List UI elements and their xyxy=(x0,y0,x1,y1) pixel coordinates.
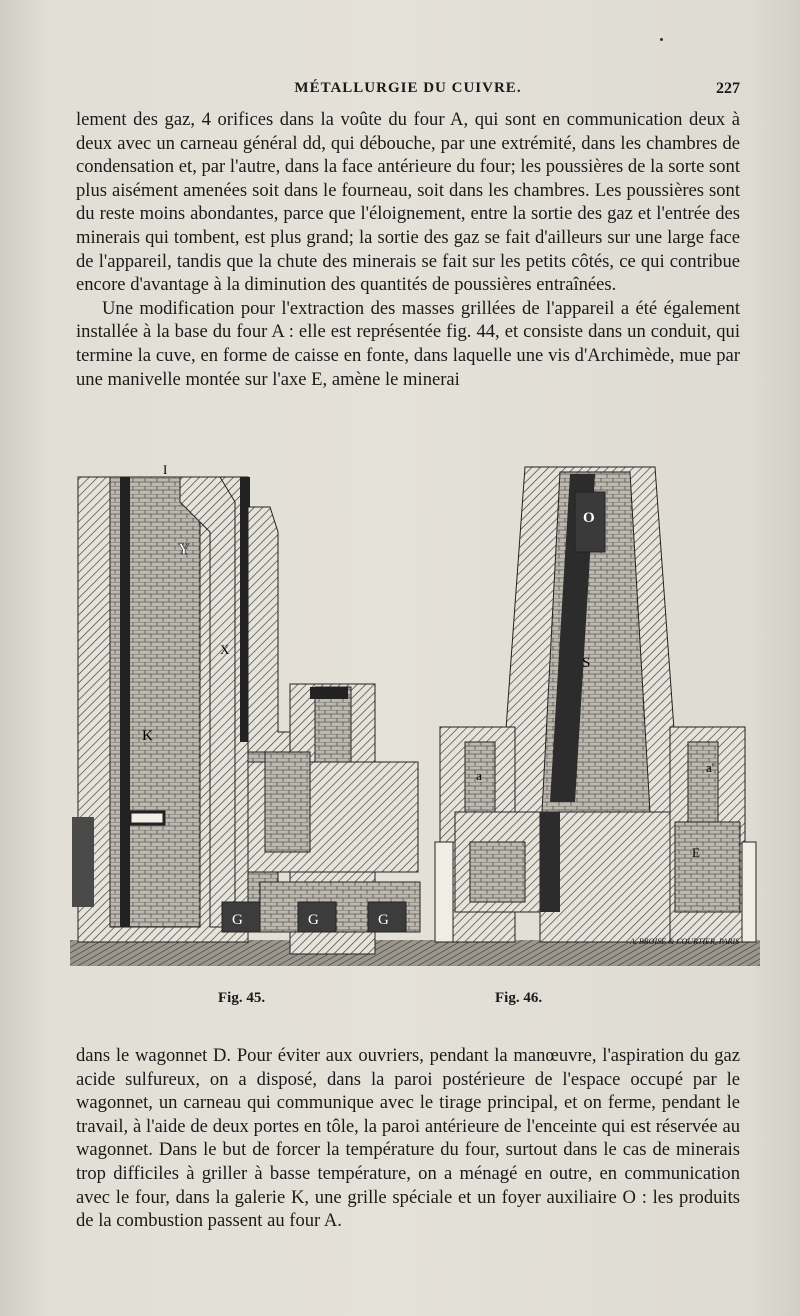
fig45-label-X: X xyxy=(220,642,230,657)
figure-caption-45: Fig. 45. xyxy=(218,990,266,1006)
fig-46-drawing xyxy=(435,467,756,942)
page-header xyxy=(76,80,740,106)
fig-45-drawing xyxy=(72,477,420,954)
fig45-label-K: K xyxy=(142,728,153,744)
fig45-label-I: I xyxy=(163,462,168,477)
fig46-label-E: E xyxy=(692,845,700,860)
fig45-label-G: G xyxy=(308,912,319,928)
body-text-bottom xyxy=(76,1044,740,1233)
page-number: 227 xyxy=(716,80,740,97)
body-text-top xyxy=(76,108,740,391)
paragraph: Une modification pour l'extraction des masses grillées de l'appareil a été également installée à la base du four A : elle est représentée fig. 44, et consiste dans un conduit, qui termine la cuve, en forme de caisse en fonte, dans laquelle une vis d'Archimède, mue par une manivelle montée sur l'axe E, amène le minerai xyxy=(76,297,740,390)
fig45-label-G: G xyxy=(232,912,243,928)
print-speck xyxy=(660,38,663,41)
fig45-label-G: G xyxy=(378,912,389,928)
fig46-label-a-prime: a' xyxy=(706,760,715,775)
running-title: MÉTALLURGIE DU CUIVRE. xyxy=(294,80,522,96)
fig46-label-O: O xyxy=(583,510,595,526)
engraver-credit: A. BROISE & COURTIER, PARIS xyxy=(630,937,740,946)
fig45-label-Y: Y xyxy=(178,541,190,558)
fig46-label-S: S xyxy=(582,655,591,671)
fig46-label-a: a xyxy=(476,768,482,783)
paragraph: dans le wagonnet D. Pour éviter aux ouvriers, pendant la manœuvre, l'aspiration du gaz acide sulfureux, on a disposé, dans la paroi postérieure de l'espace occupé par le wagonnet, un carneau qui communique avec le tirage principal, et on ferme, pendant le travail, à l'aide de deux portes en tôle, la paroi antérieure de l'enceinte qui est réservée au wagonnet. Dans le but de forcer la température du four, surtout dans le cas de minerais trop difficiles à griller à basse température, on a ménagé en outre, en communication avec le four, dans la galerie K, une grille spéciale et un foyer auxiliaire O : les produits de la combustion passent au four A. xyxy=(76,1045,740,1232)
paragraph: lement des gaz, 4 orifices dans la voûte du four A, qui sont en communication deux à deux avec un carneau général dd, qui débouche, par une extrémité, dans les chambres de condensation et, par l'autre, dans la face antérieure du four; les poussières de la sorte sont plus aisément amenées soit dans le fourneau, soit dans les chambres. Les poussières sont du reste moins abondantes, parce que l'éloignement, entre la sortie des gaz et l'entrée des minerais qui tombent, est plus grand; la sortie des gaz se fait d'ailleurs sur une large face de l'appareil, tandis que la chute des minerais se fait sur les petits côtés, ce qui contribue encore d'avantage à la diminution des quantités de poussières entraînées. xyxy=(76,109,740,296)
figure-caption-46: Fig. 46. xyxy=(495,990,543,1006)
furnace-engraving xyxy=(70,462,760,982)
